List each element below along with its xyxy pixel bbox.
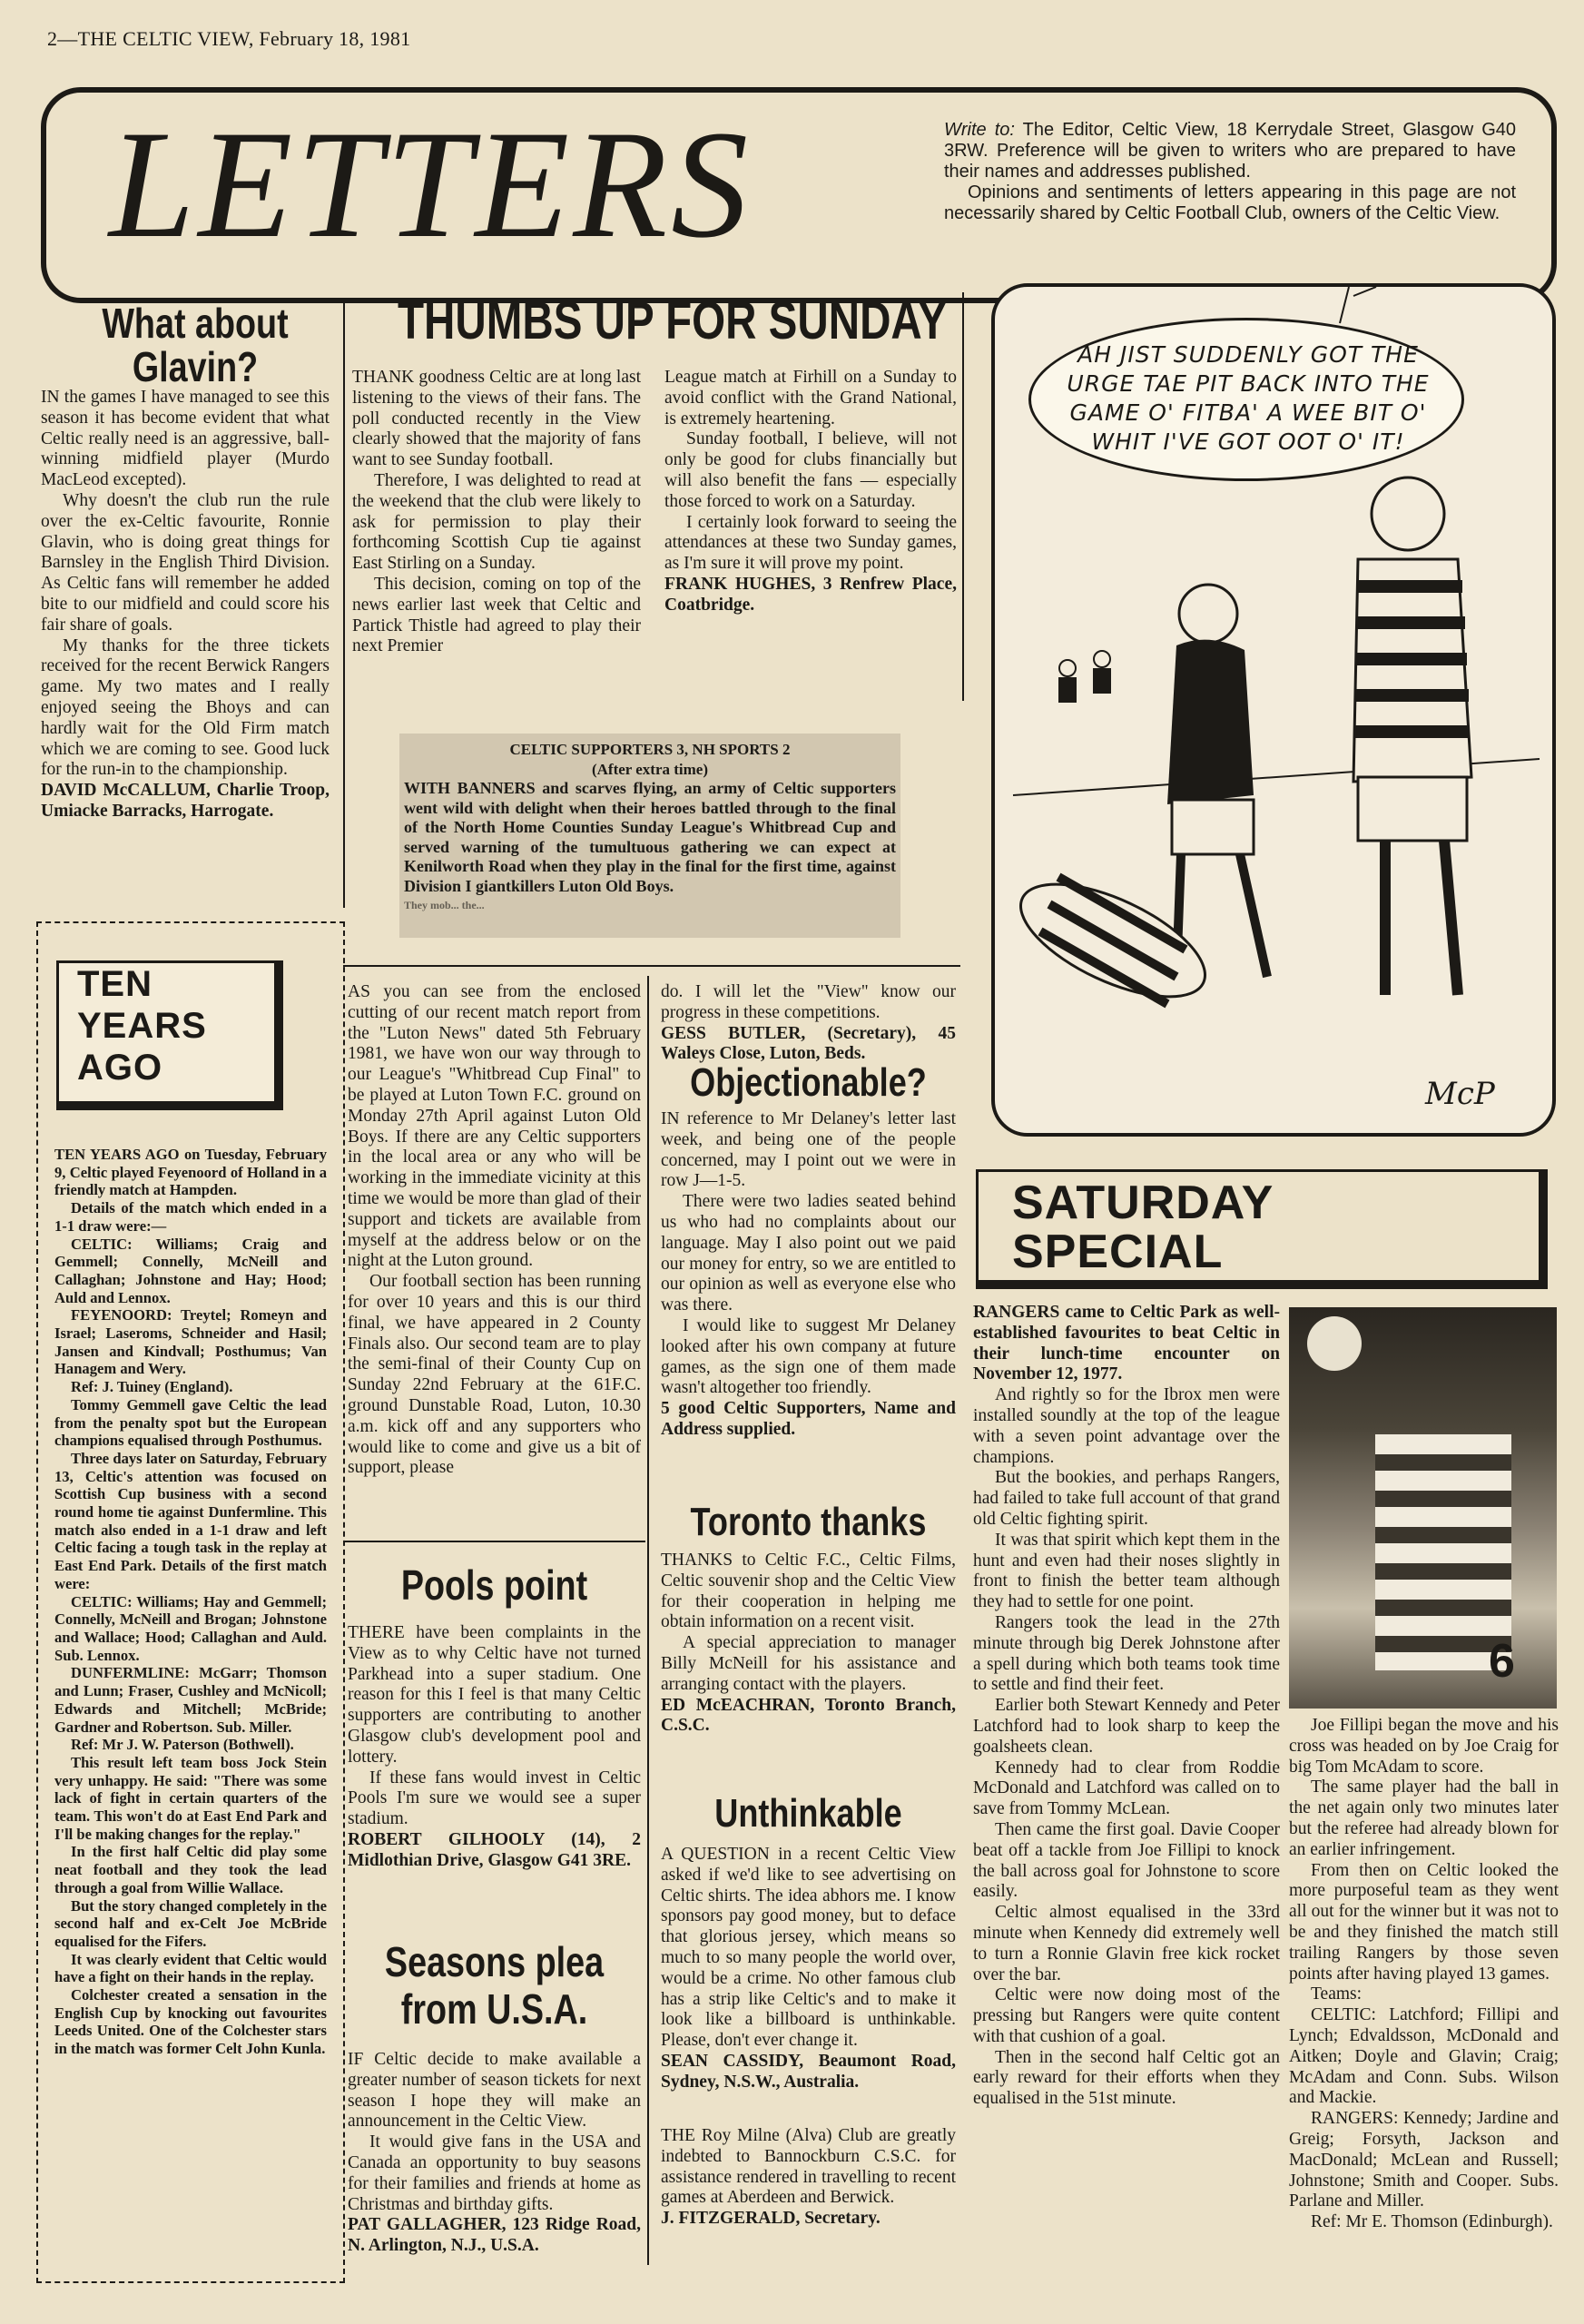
football-icon <box>1307 1316 1362 1371</box>
ten-p: This result left team boss Jock Stein very unhappy. He said: "There was some lack of fight in certain quarters of the team. This won't do at East End Park and I'll be making changes for the replay." <box>54 1753 327 1843</box>
write-to-text: The Editor, Celtic View, 18 Kerrydale Street, Glasgow G40 3RW. Preference will be given to writers who are prepared to have their names and addresses published. <box>944 120 1517 182</box>
sunday-signature: FRANK HUGHES, 3 Renfrew Place, Coatbridge. <box>664 574 957 615</box>
clipping-body: WITH BANNERS and scarves flying, an army of Celtic supporters went wild with delight when their heroes battled through to the final of the North Home Counties Sunday League's Whitbread Cup and served warning of the tumultuous gathering we can expect at Kenilworth Road when they play in the final for the first time, against Division I giantkillers Luton Old Boys. <box>404 779 896 895</box>
sunday-p5: Sunday football, I believe, will not only be good for clubs financially but will also benefit the fans — especially those forced to work on a Saturday. <box>664 429 957 511</box>
sunday-p2: Therefore, I was delighted to read at the weekend that the club were likely to ask for permission to play their forthcoming Scottish Cup tie against East Stirling on a Sunday. <box>352 470 641 574</box>
saturday-title-line1: SATURDAY <box>1012 1177 1274 1229</box>
ten-p: Ref: Mr J. W. Paterson (Bothwell). <box>71 1736 294 1754</box>
objectionable-signature: 5 good Celtic Supporters, Name and Address supplied. <box>661 1399 956 1439</box>
luton-signature: GESS BUTLER, (Secretary), 45 Waleys Close, Luton, Beds. <box>661 1023 956 1064</box>
usa-headline-line2: from U.S.A. <box>400 1985 588 2033</box>
ten-years-ago-title <box>56 960 283 1110</box>
saturday-p: Celtic almost equalised in the 33rd minute when Kennedy did extremely well to turn a Ronnie Glavin free kick rocket over the bar. <box>973 1903 1280 1984</box>
disclaimer-text: Opinions and sentiments of letters appearing in this page are not necessarily shared by Celtic Football Club, owners of the Celtic View. <box>944 182 1516 223</box>
luton-p3: do. I will let the "View" know our progress in these competitions. <box>661 982 956 1022</box>
sunday-p3: This decision, coming on top of the news earlier last week that Celtic and Partick Thistle had agreed to play their next Premier <box>352 574 641 656</box>
speech-bubble-text: AH JIST SUDDENLY GOT THE URGE TAE PIT BACK INTO THE GAME O' FITBA' A WEE BIT O' WHIT I'VE GOT OOT O' IT! <box>1067 341 1430 455</box>
masthead-info <box>944 120 1516 224</box>
toronto-p2: A special appreciation to manager Billy McNeill for his assistance and arranging contact with the players. <box>661 1633 956 1694</box>
saturday-p: Then came the first goal. Davie Cooper beat off a tackle from Joe Fillipi to knock the ball across goal for Johnstone to score easily. <box>973 1819 1280 1902</box>
unthinkable-letter <box>661 1845 956 2093</box>
ten-p: Three days later on Saturday, February 13, Celtic's attention was focused on Scottish Cup business with a second round home tie against Dunfermline. This match also ended in a 1-1 draw and left Celtic facing a tough task in the replay at East End Park. Details of the first match were: <box>54 1449 327 1592</box>
ten-p: DUNFERMLINE: McGarr; Thomson and Lunn; Fraser, Cushley and McNicoll; Edwards and Mitchell; McBride; Gardner and Robertson. Sub. Miller. <box>54 1664 327 1736</box>
cartoonist-signature: McP <box>1425 1076 1495 1112</box>
ten-p: Ref: J. Tuiney (England). <box>71 1378 233 1396</box>
saturday-c2-p: CELTIC: Latchford; Fillipi and Lynch; Edvaldsson, McDonald and Aitken; Doyle and Glavin; Craig; McAdam and Conn. Subs. Wilson and Mackie. <box>1289 2005 1559 2108</box>
ten-title-line2: YEARS <box>77 1006 207 1046</box>
luton-letter-col2 <box>661 982 956 1065</box>
unthinkable-p1: A QUESTION in a recent Celtic View asked if we'd like to see advertising on Celtic shirts. The idea abhors me. I know sponsors pay good money, but to deface that glorious jersey, which means so much to so many people the world over, would be a crime. No other famous club has a strip like Celtic's and to make it look like a billboard is unthinkable. Please, don't ever change it. <box>661 1845 956 2051</box>
objectionable-headline: Objectionable? <box>690 1060 927 1105</box>
column-rule <box>343 300 345 908</box>
match-photo <box>1289 1307 1557 1709</box>
saturday-p: Kennedy had to clear from Roddie McDonald and Latchford was called on to save from Tommy McLean. <box>973 1758 1280 1819</box>
saturday-c2-p: Joe Fillipi began the move and his cross was headed on by Joe Craig for big Tom McAdam to score. <box>1289 1716 1559 1777</box>
saturday-p: And rightly so for the Ibrox men were installed soundly at the top of the league with a seven point advantage over the champions. <box>973 1385 1280 1467</box>
toronto-letter <box>661 1551 956 1737</box>
usa-p2: It would give fans in the USA and Canada an opportunity to buy seasons for their families and friends at home as Christmas and birthday gifts. <box>348 2132 641 2214</box>
usa-letter <box>348 2050 641 2257</box>
milne-p1: THE Roy Milne (Alva) Club are greatly indebted to Bannockburn C.S.C. for assistance rendered in travelling to recent games at Aberdeen and Berwick. <box>661 2126 956 2208</box>
page-folio: 2—THE CELTIC VIEW, February 18, 1981 <box>47 27 411 50</box>
saturday-c2-p: From then on Celtic looked the more purposeful team as they went all out for the winner but it was not to be and they finished the match still trailing Rangers by those seven points after having played 13 games. <box>1289 1860 1559 1984</box>
saturday-p: Celtic were now doing most of the pressing but Rangers were quite content with that cushion of a goal. <box>973 1985 1280 2046</box>
sunday-p6: I certainly look forward to seeing the attendances at these two Sunday games, as I'm sure it will prove my point. <box>664 512 957 574</box>
objectionable-p1: IN reference to Mr Delaney's letter last week, and being one of the people concerned, may I point out we were in row J—1-5. <box>661 1109 956 1191</box>
sunday-letter-col1 <box>352 368 641 657</box>
saturday-special-col1 <box>973 1303 1280 2110</box>
ten-p: Tommy Gemmell gave Celtic the lead from the penalty spot but the European champions equalised through Posthumus. <box>54 1395 327 1450</box>
saturday-p: Rangers took the lead in the 27th minute through big Derek Johnstone after a spell during which both teams took time to settle and find their feet. <box>973 1612 1280 1695</box>
pools-p1: THERE have been complaints in the View as to why Celtic have not turned Parkhead into a super stadium. One reason for this I feel is that many Celtic supporters are contributing to another Glasgow club's development pool and lottery. <box>348 1623 641 1767</box>
pools-headline: Pools point <box>400 1561 588 1609</box>
toronto-headline: Toronto thanks <box>690 1500 927 1544</box>
objectionable-letter <box>661 1109 956 1441</box>
saturday-p: It was that spirit which kept them in the hunt and even had their noses slightly in front to finish the better team although they had to settle for one point. <box>973 1530 1280 1612</box>
unthinkable-signature: SEAN CASSIDY, Beaumont Road, Sydney, N.S.W., Australia. <box>661 2051 956 2092</box>
write-to-notice <box>944 120 1516 182</box>
ten-years-ago-text <box>54 1146 327 2058</box>
press-clipping-text <box>404 740 896 916</box>
usa-p1: IF Celtic decide to make available a greater number of season tickets for next season I hope they will make an announcement in the Celtic View. <box>348 2050 641 2132</box>
glavin-p3: My thanks for the three tickets received for the recent Berwick Rangers game. My two mates and I really enjoyed seeing the Bhoys and can hardly wait for the Old Firm match which we are coming to see. Good luck for the run-in to the championship. <box>41 635 330 780</box>
unthinkable-headline: Unthinkable <box>714 1791 902 1836</box>
usa-signature: PAT GALLAGHER, 123 Ridge Road, N. Arlington, N.J., U.S.A. <box>348 2215 641 2256</box>
pools-letter <box>348 1623 641 1872</box>
letters-masthead-title: LETTERS <box>109 99 753 270</box>
glavin-headline <box>69 301 322 389</box>
ten-p: CELTIC: Williams; Hay and Gemmell; Connelly, McNeill and Brogan; Johnstone and Wallace; Hood; Callaghan and Auld. Sub. Lennox. <box>54 1592 327 1664</box>
saturday-c2-p: Teams: <box>1311 1984 1363 2004</box>
saturday-special-col2 <box>1289 1716 1559 2233</box>
glavin-p1: IN the games I have managed to see this season it has become evident that what Celtic really need is an aggressive, ball-winning midfield player (Murdo MacLeod excepted). <box>41 388 330 490</box>
saturday-special-title <box>1012 1178 1284 1276</box>
ten-title-line1: TEN <box>77 964 152 1004</box>
ten-p: CELTIC: Williams; Craig and Gemmell; Connelly, McNeill and Callaghan; Johnstone and Hay; Hood; Auld and Lennox. <box>54 1235 327 1306</box>
ten-p: FEYENOORD: Treytel; Romeyn and Israel; Laseroms, Schneider and Hasil; Jansen and Kindvall; Posthumus; Van Hanagem and Wery. <box>54 1306 327 1378</box>
glavin-letter <box>41 388 330 822</box>
section-rule <box>343 1541 645 1542</box>
sunday-p4: League match at Firhill on a Sunday to avoid conflict with the Grand National, is extremely heartening. <box>664 368 957 428</box>
luton-p1: AS you can see from the enclosed cutting of our recent match report from the "Luton News" dated 5th February 1981, we have won our way through to our League's "Whitbread Cup Final" to be played at Luton Town F.C. ground on Monday 27th April against Luton Old Boys. If there are any Celtic supporters in the local area or any who will be working in the immediate vicinity at this time we would be more than glad of their support and tickets are available from myself at the address below or on the night at the Luton ground. <box>348 982 641 1271</box>
luton-p2: Our football section has been running for over 10 years and this is our third final, we have appeared in 2 County Finals also. Our second team are to play the semi-final of their County Cup on Sunday 22nd February at the 61F.C. ground Dunstable Road, Luton, 10.30 a.m. kick off and any supporters who would like to come and give us a bit of support, please <box>348 1272 641 1478</box>
sunday-p1: THANK goodness Celtic are at long last listening to the views of their fans. The poll conducted recently in the View clearly showed that the majority of fans want to see Sunday football. <box>352 368 641 470</box>
sunday-headline: THUMBS UP FOR SUNDAY <box>398 291 948 350</box>
saturday-p: But the bookies, and perhaps Rangers, had failed to take full account of that grand old Celtic fighting spirit. <box>973 1468 1280 1529</box>
column-rule <box>647 976 649 2265</box>
glavin-headline-line2: Glavin? <box>132 343 259 390</box>
ten-p: But the story changed completely in the second half and ex-Celt Joe McBride equalised for the Fifers. <box>54 1896 327 1950</box>
luton-letter-col1 <box>348 982 641 1479</box>
ten-p: TEN YEARS AGO on Tuesday, February 9, Celtic played Feyenoord of Holland in a friendly match at Hampden. <box>54 1146 327 1199</box>
usa-headline <box>374 1938 615 2033</box>
clipping-headline: CELTIC SUPPORTERS 3, NH SPORTS 2 <box>509 741 791 758</box>
toronto-p1: THANKS to Celtic F.C., Celtic Films, Celtic souvenir shop and the Celtic View for their cooperation in helping me obtain information on a recent visit. <box>661 1551 956 1632</box>
saturday-c2-p: Ref: Mr E. Thomson (Edinburgh). <box>1311 2212 1553 2232</box>
clipping-tail: They mob... the... <box>404 899 485 911</box>
ten-p: It was clearly evident that Celtic would have a fight on their hands in the replay. <box>54 1950 327 1986</box>
pools-signature: ROBERT GILHOOLY (14), 2 Midlothian Drive, Glasgow G41 3RE. <box>348 1829 641 1870</box>
shirt-number: 6 <box>1489 1635 1515 1688</box>
objectionable-p2: There were two ladies seated behind us who had no complaints about our language. May I also point out we paid our money for entry, so we are entitled to our opinion as well as everyone else who was there. <box>661 1192 956 1315</box>
section-rule <box>343 965 960 967</box>
saturday-lead: RANGERS came to Celtic Park as well-established favourites to beat Celtic in their lunch-time encounter on November 12, 1977. <box>973 1303 1280 1384</box>
saturday-c2-p: RANGERS: Kennedy; Jardine and Greig; Forsyth, Jackson and MacDonald; McLean and Russell; Johnstone; Smith and Cooper. Subs. Parlane and Miller. <box>1289 2109 1559 2211</box>
clipping-subhead: (After extra time) <box>591 760 709 778</box>
ten-p: In the first half Celtic did play some neat football and they took the lead through a goal from Willie Wallace. <box>54 1843 327 1896</box>
glavin-signature: DAVID McCALLUM, Charlie Troop, Umiacke Barracks, Harrogate. <box>41 781 330 821</box>
ten-p: Colchester created a sensation in the English Cup by knocking out favourites Leeds United. One of the Colchester stars in the match was former Celt John Kunla. <box>54 1986 327 2058</box>
milne-letter <box>661 2126 956 2230</box>
pools-p2: If these fans would invest in Celtic Pools I'm sure we would see a super stadium. <box>348 1768 641 1829</box>
toronto-signature: ED McEACHRAN, Toronto Branch, C.S.C. <box>661 1695 956 1736</box>
objectionable-p3: I would like to suggest Mr Delaney looked after his own company at future games, as the sign one of them made wasn't altogether too friendly. <box>661 1315 956 1398</box>
column-rule <box>962 292 964 701</box>
ten-p: Details of the match which ended in a 1-1 draw were:— <box>54 1199 327 1235</box>
glavin-p2: Why doesn't the club run the rule over the ex-Celtic favourite, Ronnie Glavin, who is doing great things for Barnsley in the English Third Division. As Celtic fans will remember he added bite to our midfield and could score his fair share of goals. <box>41 490 330 635</box>
saturday-p: Then in the second half Celtic got an early reward for their efforts when they equalised in the 51st minute. <box>973 2047 1280 2109</box>
glavin-headline-line1: What about <box>102 300 289 347</box>
write-to-label: Write to: <box>944 120 1015 140</box>
usa-headline-line1: Seasons plea <box>384 1938 605 1985</box>
saturday-p: Earlier both Stewart Kennedy and Peter Latchford had to look sharp to keep the goalsheets clean. <box>973 1696 1280 1757</box>
ten-title-line3: AGO <box>77 1048 163 1088</box>
sunday-letter-col2 <box>664 368 957 616</box>
milne-signature: J. FITZGERALD, Secretary. <box>661 2209 881 2229</box>
saturday-c2-p: The same player had the ball in the net again only two minutes later but the referee had already blown for an earlier infringement. <box>1289 1777 1559 1859</box>
saturday-title-line2: SPECIAL <box>1012 1226 1224 1278</box>
